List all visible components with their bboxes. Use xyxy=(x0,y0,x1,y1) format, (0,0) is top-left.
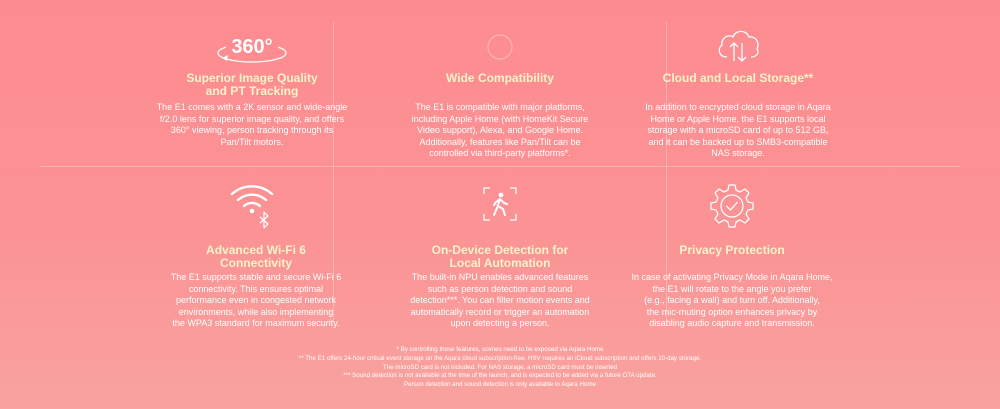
footnote: * By controlling those features, scenes need to be exposed via Aqara Home xyxy=(396,346,604,353)
footnote: Person detection and sound detection is only available in Aqara Home xyxy=(404,381,596,389)
footnote: The microSD card is not included. For NAS storage, a microSD card must be inserted xyxy=(382,363,618,371)
svg-text:360°: 360° xyxy=(231,36,273,58)
feature-description: The built-in NPU enables advanced features such as person detection and sound detection***. You can filter motion events and automatically record or trigger an automation upon detecting a person. xyxy=(410,272,590,329)
feature-privacy xyxy=(582,0,882,329)
feature-title: On-Device Detection for Local Automation xyxy=(431,243,569,270)
feature-title: Privacy Protection xyxy=(679,243,785,257)
footnote: *** Sound detection is not available at the time of the launch, and is expected to be added via a future OTA update. xyxy=(343,372,657,380)
feature-title: Advanced Wi-Fi 6 Connectivity xyxy=(206,243,306,270)
footnotes xyxy=(0,346,1000,390)
feature-description: In case of activating Privacy Mode in Aqara Home, the E1 will rotate to the angle you prefer (e.g., facing a wall) and turn off. Additionally, the mic-muting option enhances privacy by disabling audio capture and transmission. xyxy=(631,272,833,329)
feature-description: The E1 comes with a 2K sensor and wide-angle f/2.0 lens for superior image quality, and offers 360° viewing, person tracking through its Pan/Tilt motors. xyxy=(156,102,348,147)
footnote: ** The E1 offers 24-hour critical event storage on the Aqara cloud subscription-free. HSV requires an iCloud subscription and offers 10-day storage. xyxy=(298,354,702,362)
feature-title: Superior Image Quality and PT Tracking xyxy=(186,71,318,98)
feature-description: In addition to encrypted cloud storage in Aqara Home or Apple Home, the E1 supports local storage with a microSD card of up to 512 GB, and it can be backed up to SMB3-compatible NAS storage. xyxy=(645,102,831,159)
feature-description: The E1 supports stable and secure Wi-Fi 6 connectivity. This ensures optimal performance even in congested network environments, while also implementing the WPA3 standard for maximum security. xyxy=(170,272,342,329)
feature-title: Cloud and Local Storage** xyxy=(662,71,814,85)
feature-title: Wide Compatibility xyxy=(446,71,554,85)
feature-description: The E1 is compatible with major platforms, including Apple Home (with HomeKit Secure Video support), Alexa, and Google Home. Additionally, features like Pan/Tilt can be controlled via third-party platforms*. xyxy=(411,102,589,159)
privacy-gear-check-icon xyxy=(582,180,882,230)
